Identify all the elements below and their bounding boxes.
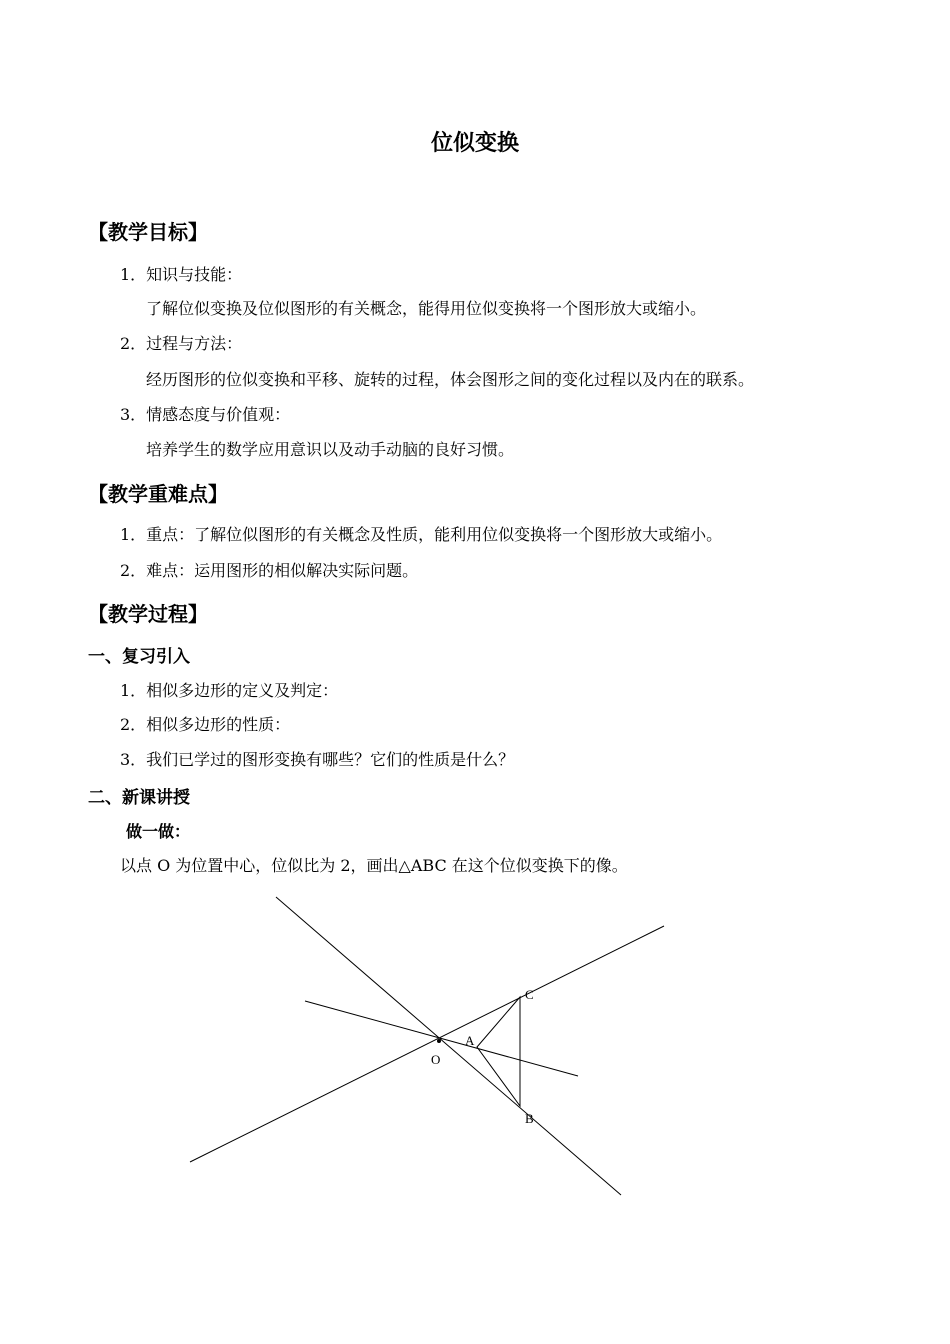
key-points-heading: 【教学重难点】 [88,482,228,506]
label-b: B [525,1111,534,1126]
new-lesson-heading: 二、新课讲授 [88,788,190,808]
page-title: 位似变换 [430,131,519,156]
review-item-3: 3．我们已学过的图形变换有哪些？它们的性质是什么？ [120,750,515,769]
key-point-2: 2．难点：运用图形的相似解决实际问题。 [120,561,419,580]
ray-line-oa [305,1001,578,1076]
objective-text-1: 了解位似变换及位似图形的有关概念，能得用位似变换将一个图形放大或缩小。 [146,299,707,318]
label-o: O [431,1052,441,1067]
key-point-1: 1．重点：了解位似图形的有关概念及性质，能利用位似变换将一个图形放大或缩小。 [120,525,723,544]
review-item-2: 2．相似多边形的性质： [120,715,291,734]
point-o-dot [437,1039,441,1043]
label-a: A [465,1033,475,1048]
ray-line-oc [190,926,664,1162]
activity-text: 以点 O 为位置中心，位似比为 2，画出△ABC 在这个位似变换下的像。 [120,856,628,875]
review-item-1: 1．相似多边形的定义及判定： [120,681,339,700]
objective-text-2: 经历图形的位似变换和平移、旋转的过程，体会图形之间的变化过程以及内在的联系。 [146,370,755,389]
review-heading: 一、复习引入 [88,647,190,667]
objectives-heading: 【教学目标】 [88,220,208,244]
ray-line-ob [276,897,621,1195]
objective-text-3: 培养学生的数学应用意识以及动手动脑的良好习惯。 [146,440,515,459]
objective-label-3: 3．情感态度与价值观： [120,405,291,424]
objective-label-1: 1．知识与技能： [120,265,243,284]
activity-label: 做一做： [126,822,191,841]
objective-label-2: 2．过程与方法： [120,334,243,353]
process-heading: 【教学过程】 [88,602,208,626]
label-c: C [525,987,534,1002]
